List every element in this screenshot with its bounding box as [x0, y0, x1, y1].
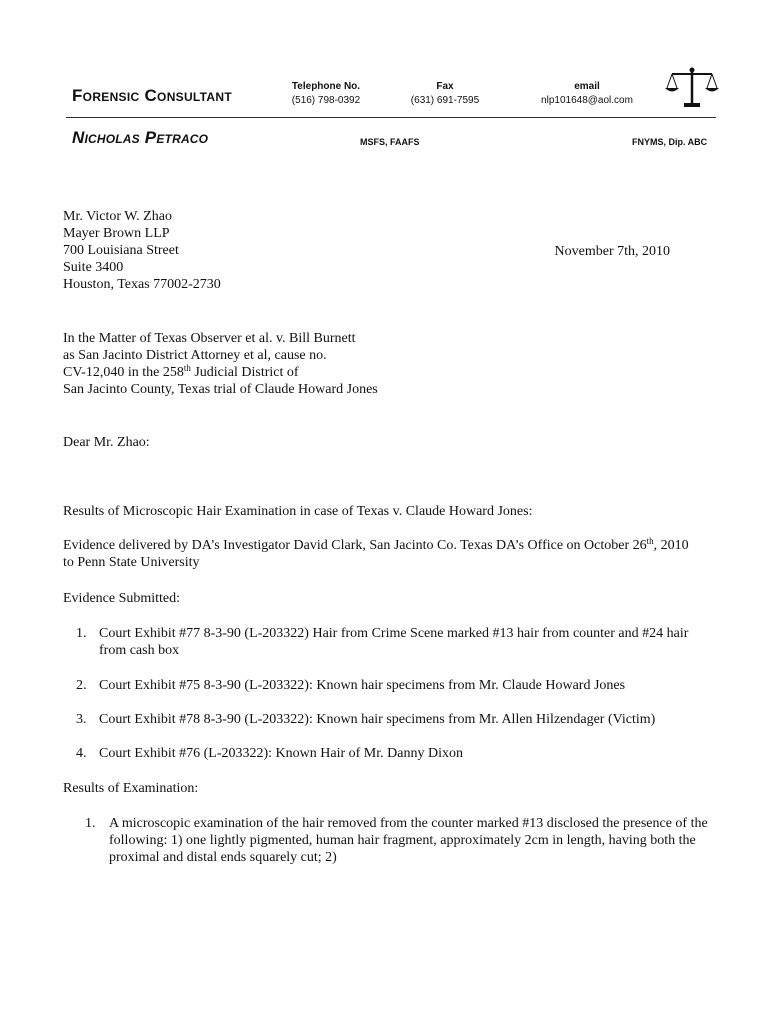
letter-date: November 7th, 2010	[554, 244, 670, 259]
item-text: Court Exhibit #77 8-3-90 (L-203322) Hair from Crime Scene marked #13 hair from counter and #24 hair from cash box	[99, 626, 689, 658]
item-number: 4.	[76, 746, 87, 761]
matter-line-1: In the Matter of Texas Observer et al. v. Bill Burnett	[63, 331, 356, 346]
recipient-city: Houston, Texas 77002-2730	[63, 277, 221, 292]
matter-line-3	[63, 364, 378, 381]
credentials-right: FNYMS, Dip. ABC	[632, 137, 708, 147]
examination-item	[63, 815, 708, 866]
phone-label: Telephone No.	[291, 81, 361, 92]
recipient-suite: Suite 3400	[63, 260, 124, 275]
recipient-name: Mr. Victor W. Zhao	[63, 209, 172, 224]
phone-number: (516) 798-0392	[291, 95, 361, 106]
recipient-firm: Mayer Brown LLP	[63, 226, 170, 241]
ordinal-suffix: th	[646, 536, 654, 546]
evidence-item	[63, 625, 713, 659]
ordinal-suffix: th	[183, 363, 191, 373]
evidence-heading: Evidence Submitted:	[63, 591, 181, 606]
recipient-address	[63, 208, 221, 293]
item-number: 1.	[85, 816, 96, 831]
evidence-delivered-text: Evidence delivered by DA’s Investigator David Clark, San Jacinto Co. Texas DA’s Office on October 26	[63, 538, 647, 553]
item-text: A microscopic examination of the hair removed from the counter marked #13 disclosed the presence of the following: 1) one lightly pigmented, human hair fragment, approximately 2cm in length, having both the proximal and distal ends squarely cut; 2)	[109, 816, 708, 865]
results-title: Results of Microscopic Hair Examination in case of Texas v. Claude Howard Jones:	[63, 504, 533, 519]
letterhead-divider	[66, 117, 716, 118]
item-number: 1.	[76, 626, 87, 641]
examination-heading: Results of Examination:	[63, 781, 199, 796]
item-text: Court Exhibit #78 8-3-90 (L-203322): Known hair specimens from Mr. Allen Hilzendager (Victim)	[99, 712, 656, 727]
matter-line-3-text: CV-12,040 in the 258	[63, 365, 184, 380]
phone-block	[286, 80, 366, 108]
matter-line-4: San Jacinto County, Texas trial of Claude Howard Jones	[63, 382, 378, 397]
letterhead-title: Forensic Consultant	[72, 86, 232, 105]
evidence-item	[63, 711, 713, 728]
fax-number: (631) 691-7595	[410, 95, 480, 106]
item-text: Court Exhibit #76 (L-203322): Known Hair of Mr. Danny Dixon	[99, 746, 463, 761]
credentials-center: MSFS, FAAFS	[360, 137, 420, 147]
evidence-delivered-rest: , 2010 to Penn State University	[63, 538, 689, 570]
email-label: email	[574, 81, 600, 92]
salutation: Dear Mr. Zhao:	[63, 435, 150, 450]
matter-line-3-rest: Judicial District of	[190, 365, 299, 380]
email-block	[532, 80, 642, 108]
item-text: Court Exhibit #75 8-3-90 (L-203322): Known hair specimens from Mr. Claude Howard Jones	[99, 678, 626, 693]
item-number: 2.	[76, 678, 87, 693]
email-address[interactable]: nlp101648@aol.com	[541, 95, 633, 106]
item-number: 3.	[76, 712, 87, 727]
scales-of-justice-icon	[664, 66, 720, 110]
evidence-item	[63, 745, 713, 762]
fax-label: Fax	[436, 81, 454, 92]
recipient-street: 700 Louisiana Street	[63, 243, 179, 258]
evidence-delivered	[63, 537, 703, 571]
evidence-item	[63, 677, 713, 694]
matter-block	[63, 330, 378, 398]
consultant-name: Nicholas Petraco	[72, 128, 209, 147]
matter-line-2: as San Jacinto District Attorney et al, cause no.	[63, 348, 327, 363]
fax-block	[402, 80, 488, 108]
